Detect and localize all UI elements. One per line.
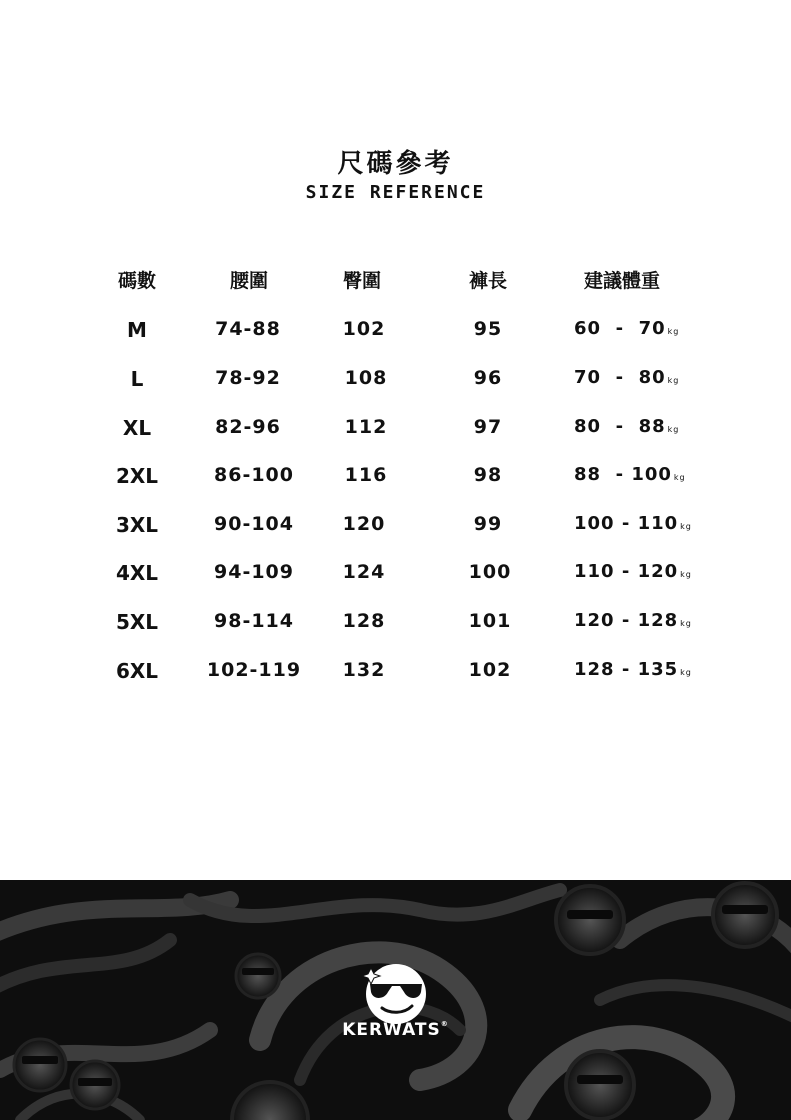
waist-cell: 98-114 (214, 610, 294, 632)
registered-mark: ® (440, 1020, 449, 1028)
waist-cell: 90-104 (214, 513, 294, 535)
table-row (0, 318, 791, 348)
table-row (0, 561, 791, 591)
weight-unit: kg (680, 522, 692, 531)
length-cell: 96 (473, 367, 503, 389)
header-waist: 腰圍 (229, 270, 269, 292)
waist-cell: 94-109 (214, 561, 294, 583)
table-row (0, 513, 791, 543)
weight-range: 70 - 80 (574, 367, 666, 388)
hip-cell: 108 (344, 367, 388, 389)
header-length: 褲長 (468, 270, 508, 292)
weight-unit: kg (673, 473, 686, 482)
weight-unit: kg (667, 425, 680, 434)
weight-cell (574, 464, 686, 485)
weight-cell (574, 610, 692, 631)
size-cell: 6XL (115, 659, 159, 683)
hip-cell: 116 (344, 464, 388, 486)
weight-cell (574, 318, 679, 339)
header-weight: 建議體重 (583, 270, 661, 292)
size-cell: 4XL (115, 561, 159, 585)
waist-cell: 82-96 (215, 416, 281, 438)
page-subtitle: SIZE REFERENCE (305, 182, 486, 203)
waist-cell: 78-92 (215, 367, 281, 389)
header-hip: 臀圍 (342, 270, 382, 292)
length-cell: 100 (468, 561, 512, 583)
weight-range: 100 - 110 (574, 513, 679, 534)
weight-unit: kg (667, 327, 680, 336)
table-row (0, 416, 791, 446)
weight-range: 120 - 128 (574, 610, 679, 631)
weight-unit: kg (680, 570, 692, 579)
hip-cell: 132 (342, 659, 386, 681)
length-cell: 98 (473, 464, 503, 486)
table-row (0, 659, 791, 689)
hip-cell: 124 (342, 561, 386, 583)
weight-range: 110 - 120 (574, 561, 679, 582)
weight-cell (574, 513, 692, 534)
weight-cell (574, 659, 692, 680)
hip-cell: 112 (344, 416, 388, 438)
weight-unit: kg (680, 619, 692, 628)
weight-cell (574, 416, 679, 437)
waist-cell: 102-119 (206, 659, 302, 681)
weight-cell (574, 367, 679, 388)
weight-range: 60 - 70 (574, 318, 666, 339)
length-cell: 101 (468, 610, 512, 632)
table-row (0, 367, 791, 397)
size-cell: 3XL (115, 513, 159, 537)
size-cell: 5XL (115, 610, 159, 634)
table-row (0, 464, 791, 494)
weight-unit: kg (680, 668, 692, 677)
waist-cell: 74-88 (215, 318, 281, 340)
brand-wordmark: KERWATS (342, 1020, 441, 1040)
brand-name (0, 1020, 791, 1040)
length-cell: 102 (468, 659, 512, 681)
size-cell: 2XL (115, 464, 159, 488)
hip-cell: 128 (342, 610, 386, 632)
hip-cell: 120 (342, 513, 386, 535)
weight-cell (574, 561, 692, 582)
hip-cell: 102 (342, 318, 386, 340)
weight-range: 88 - 100 (574, 464, 672, 485)
size-cell: XL (122, 416, 152, 440)
waist-cell: 86-100 (214, 464, 294, 486)
size-cell: L (130, 367, 144, 391)
length-cell: 97 (473, 416, 503, 438)
weight-range: 128 - 135 (574, 659, 679, 680)
length-cell: 95 (473, 318, 503, 340)
weight-range: 80 - 88 (574, 416, 666, 437)
header-size: 碼數 (117, 270, 157, 292)
page-title: 尺碼參考 (337, 149, 454, 179)
size-cell: M (127, 318, 147, 342)
table-row (0, 610, 791, 640)
weight-unit: kg (667, 376, 680, 385)
length-cell: 99 (473, 513, 503, 535)
